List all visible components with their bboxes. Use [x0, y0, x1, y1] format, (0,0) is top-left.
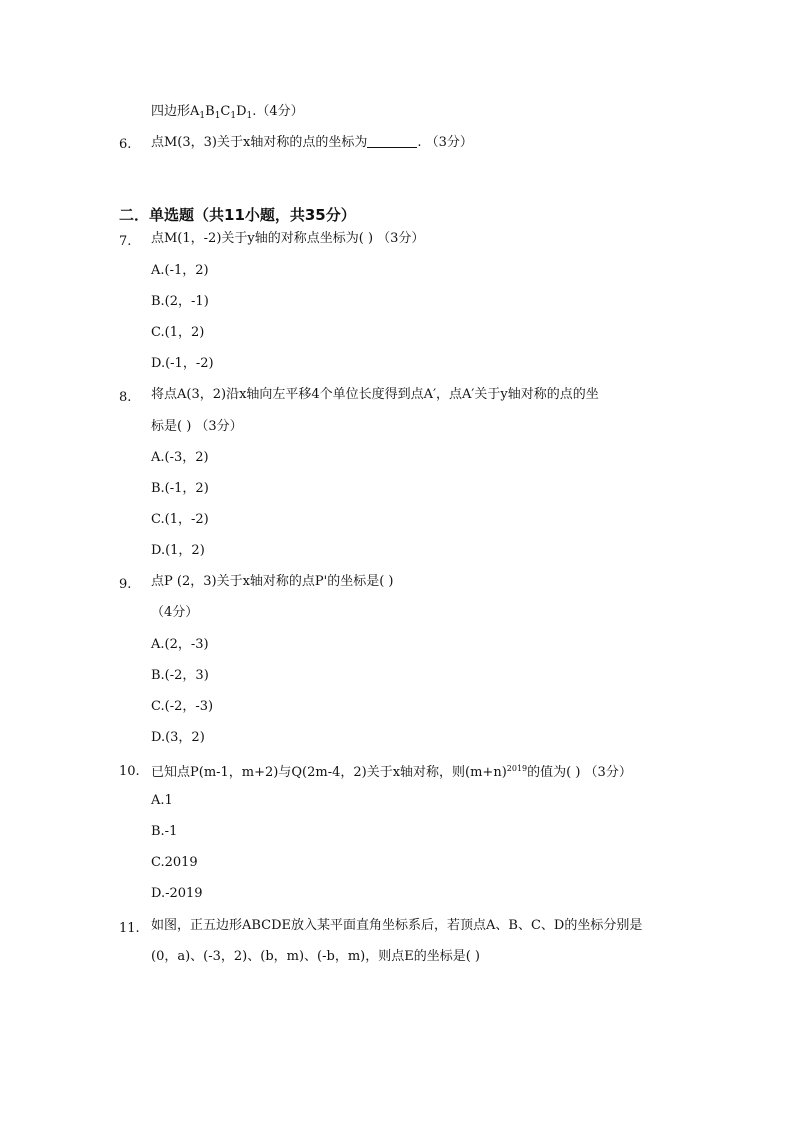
vertex-letter: C — [220, 104, 231, 119]
option-d[interactable]: D.(1，2) — [151, 543, 205, 558]
question-number: 10. — [119, 764, 140, 779]
question-number: 11. — [119, 921, 140, 936]
q5-tail-text: 四边形A — [151, 104, 200, 119]
question-number: 6. — [119, 137, 132, 152]
question-9-points: （4分） — [151, 605, 199, 620]
option-d[interactable]: D.-2019 — [151, 886, 203, 901]
option-d[interactable]: D.(-1，-2) — [151, 356, 214, 371]
vertex-letter: D — [236, 104, 247, 119]
option-a[interactable]: A.(-1，2) — [151, 263, 209, 278]
question-7-text: 点M(1，-2)关于y轴的对称点坐标为( ) （3分） — [151, 231, 425, 246]
question-9-text-line1: 点P (2，3)关于x轴对称的点P'的坐标是( ) — [151, 574, 394, 589]
vertex-letter: B — [205, 104, 215, 119]
answer-blank[interactable] — [367, 135, 417, 148]
option-d[interactable]: D.(3，2) — [151, 730, 205, 745]
question-10-body: 已知点P(m-1，m+2)与Q(2m-4，2)关于x轴对称，则(m+n) — [151, 765, 507, 780]
option-b[interactable]: B.(-2，3) — [151, 668, 209, 683]
option-a[interactable]: A.(-3，2) — [151, 450, 209, 465]
q5-tail-line — [151, 104, 304, 124]
subscript: 1 — [214, 111, 221, 121]
question-6-points: . （3分） — [417, 135, 473, 150]
option-b[interactable]: B.-1 — [151, 824, 178, 839]
question-6-text — [151, 135, 473, 151]
section-heading: 二．单选题（共11小题，共35分） — [119, 206, 356, 224]
option-c[interactable]: C.(1，2) — [151, 325, 205, 340]
question-11-text-line2: (0，a)、(-3，2)、(b，m)、(-b，m)，则点E的坐标是( ) — [151, 949, 480, 964]
option-b[interactable]: B.(2，-1) — [151, 294, 209, 309]
option-a[interactable]: A.1 — [151, 793, 173, 808]
question-number: 8. — [119, 390, 132, 405]
option-a[interactable]: A.(2，-3) — [151, 637, 209, 652]
question-8-text-line2: 标是( ) （3分） — [151, 419, 243, 434]
subscript: 1 — [246, 111, 253, 121]
subscript: 1 — [199, 111, 206, 121]
q5-points: .（4分） — [252, 104, 304, 119]
question-6-body: 点M(3，3)关于x轴对称的点的坐标为 — [151, 135, 368, 150]
question-11-text-line1: 如图，正五边形ABCDE放入某平面直角坐标系后，若顶点A、B、C、D的坐标分别是 — [151, 918, 643, 933]
question-10-text — [151, 761, 632, 781]
question-10-tail: 的值为( ) （3分） — [527, 765, 632, 780]
option-c[interactable]: C.2019 — [151, 855, 198, 870]
subscript: 1 — [230, 111, 237, 121]
option-c[interactable]: C.(1，-2) — [151, 512, 209, 527]
exponent: 2019 — [506, 764, 528, 773]
question-8-text-line1: 将点A(3，2)沿x轴向左平移4个单位长度得到点A′，点A′关于y轴对称的点的坐 — [151, 387, 599, 402]
question-number: 9. — [119, 577, 132, 592]
option-c[interactable]: C.(-2，-3) — [151, 699, 214, 714]
question-number: 7. — [119, 234, 132, 249]
option-b[interactable]: B.(-1，2) — [151, 481, 209, 496]
